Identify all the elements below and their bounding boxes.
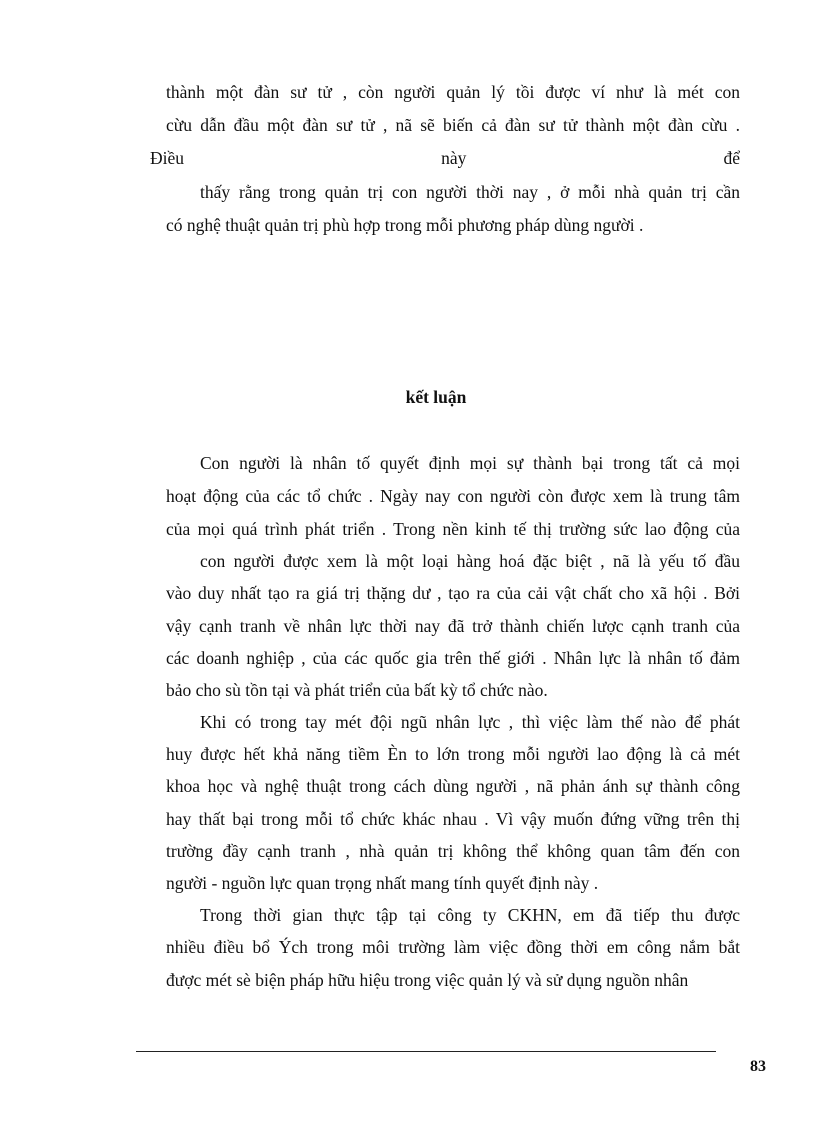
text-line: vào duy nhất tạo ra giá trị thặng dư , tạo ra của cải vật chất cho xã hội . Bởi [166, 583, 740, 603]
section-heading: kết luận [405, 387, 467, 407]
text-line: Con người là nhân tố quyết định mọi sự thành bại trong tất cả mọi [200, 453, 740, 473]
text-line: Trong thời gian thực tập tại công ty CKHN, em đã tiếp thu được [200, 905, 740, 925]
text-line: của mọi quá trình phát triển . Trong nền kinh tế thị trường sức lao động của [166, 519, 740, 539]
text-line: hay thất bại trong mỗi tổ chức khác nhau . Vì vậy muốn đứng vững trên thị [166, 809, 740, 829]
text-line: huy được hết khả năng tiềm Èn to lớn trong mỗi người lao động là cả mét [166, 744, 740, 764]
text-line: cừu dẫn đầu một đàn sư tử , nã sẽ biến cả đàn sư tử thành một đàn cừu . [166, 115, 740, 135]
text-line: trường đầy cạnh tranh , nhà quản trị không thể không quan tâm đến con [166, 841, 740, 861]
text-line: có nghệ thuật quản trị phù hợp trong mỗi phương pháp dùng người . [166, 215, 644, 235]
word: này [441, 148, 467, 168]
text-line: bảo cho sù tồn tại và phát triển của bất kỳ tổ chức nào. [166, 680, 548, 700]
text-line: Khi có trong tay mét đội ngũ nhân lực , thì việc làm thế nào để phát [200, 712, 740, 732]
footer-rule [136, 1051, 716, 1052]
text-line: vậy cạnh tranh về nhân lực thời nay đã trở thành chiến lược cạnh tranh của [166, 616, 740, 636]
text-line: hoạt động của các tổ chức . Ngày nay con người còn được xem là trung tâm [166, 486, 740, 506]
text-line: thành một đàn sư tử , còn người quản lý tồi được ví như là mét con [166, 82, 740, 102]
text-line: thấy rằng trong quản trị con người thời nay , ở mỗi nhà quản trị cần [200, 182, 740, 202]
word: để [723, 148, 740, 168]
text-line: các doanh nghiệp , của các quốc gia trên thế giới . Nhân lực là nhân tố đảm [166, 648, 740, 668]
text-line: người - nguồn lực quan trọng nhất mang tính quyết định này . [166, 873, 599, 893]
text-line: được mét sè biện pháp hữu hiệu trong việc quản lý và sử dụng nguồn nhân [166, 970, 689, 990]
text-line: con người được xem là một loại hàng hoá đặc biệt , nã là yếu tố đầu [200, 551, 740, 571]
text-line: nhiều điều bổ Ých trong môi trường làm việc đồng thời em công nắm bắt [166, 937, 740, 957]
word: Điều [150, 148, 185, 168]
page-number: 83 [750, 1058, 766, 1075]
spread-text-line [150, 147, 740, 169]
text-line: khoa học và nghệ thuật trong cách dùng người , nã phản ánh sự thành công [166, 776, 740, 796]
